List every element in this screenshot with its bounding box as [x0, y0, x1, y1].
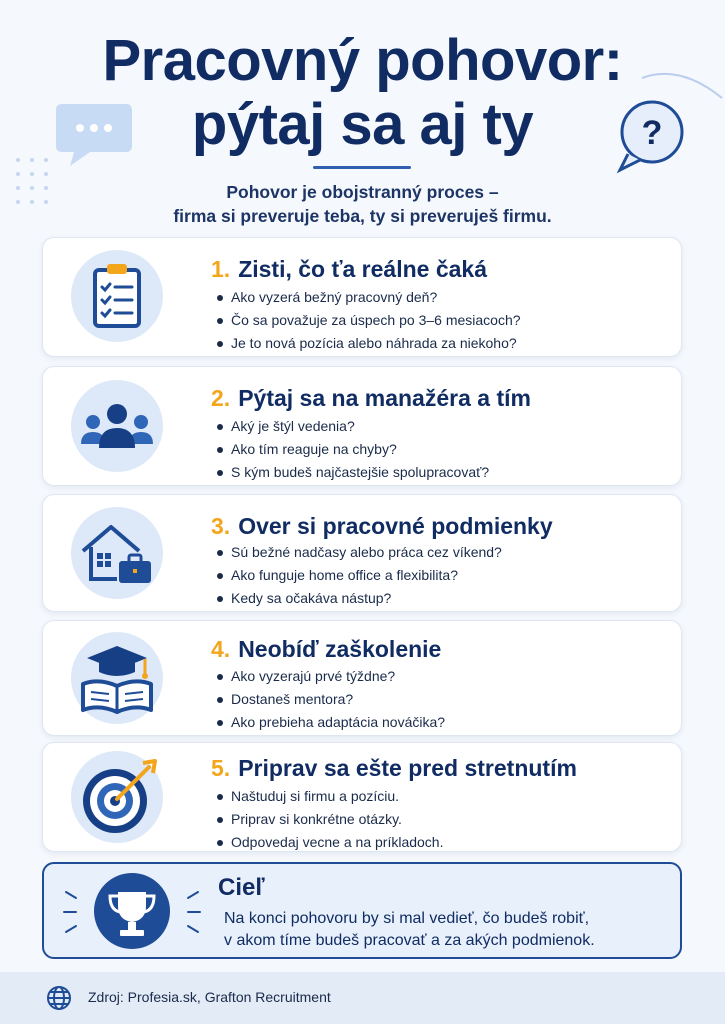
bullet-item: S kým budeš najčastejšie spolupracovať? [231, 461, 489, 484]
bullet-list [231, 286, 521, 355]
bullet-list [231, 541, 502, 610]
section-title: Pýtaj sa na manažéra a tím [238, 385, 531, 411]
graduation-book-icon [71, 632, 163, 724]
bullet-list [231, 415, 489, 484]
section-title: Neobíď zaškolenie [238, 636, 442, 662]
bullet-item: Kedy sa očakáva nástup? [231, 587, 502, 610]
section-heading [211, 636, 441, 663]
bullet-item: Čo sa považuje za úspech po 3–6 mesiacoch? [231, 309, 521, 332]
section-heading [211, 385, 531, 412]
team-people-icon [71, 380, 163, 472]
page-title-line2: pýtaj sa aj ty [191, 92, 534, 157]
bullet-item: Priprav si konkrétne otázky. [231, 808, 443, 831]
bullet-item: Ako vyzerajú prvé týždne? [231, 665, 445, 688]
goal-text-line2: v akom tíme budeš pracovať a za akých podmienok. [224, 932, 595, 949]
bullet-item: Odpovedaj vecne a na príkladoch. [231, 831, 443, 854]
bullet-item: Ako funguje home office a flexibilita? [231, 564, 502, 587]
trophy-icon [62, 870, 202, 950]
section-number: 2. [211, 385, 231, 411]
globe-icon [46, 985, 72, 1011]
bullet-list [231, 785, 443, 854]
svg-text:?: ? [641, 114, 663, 152]
section-heading [211, 513, 553, 540]
page-title-line1: Pracovný pohovor: [102, 28, 623, 93]
title-divider [313, 166, 411, 169]
bullet-item: Ako prebieha adaptácia nováčika? [231, 711, 445, 734]
bullet-item: Ako vyzerá bežný pracovný deň? [231, 286, 521, 309]
section-card-5 [42, 742, 682, 852]
bullet-list [231, 665, 445, 734]
section-card-1 [42, 237, 682, 357]
section-card-4 [42, 620, 682, 736]
goal-title: Cieľ [218, 874, 265, 901]
subtitle-line2: firma si preveruje teba, ty si preveruješ firmu. [173, 206, 552, 226]
target-arrow-icon [71, 751, 163, 843]
section-title: Over si pracovné podmienky [238, 513, 553, 539]
bullet-item: Sú bežné nadčasy alebo práca cez víkend? [231, 541, 502, 564]
bullet-item: Je to nová pozícia alebo náhrada za niekoho? [231, 332, 521, 355]
section-title: Zisti, čo ťa reálne čaká [238, 256, 487, 282]
section-card-3 [42, 494, 682, 612]
section-heading [211, 755, 577, 782]
footer [0, 972, 725, 1024]
house-briefcase-icon [71, 507, 163, 599]
goal-box [42, 862, 682, 959]
bullet-item: Naštuduj si firmu a pozíciu. [231, 785, 443, 808]
section-number: 5. [211, 755, 231, 781]
section-number: 4. [211, 636, 231, 662]
section-heading [211, 256, 487, 283]
section-title: Priprav sa ešte pred stretnutím [238, 755, 577, 781]
goal-text-line1: Na konci pohovoru by si mal vedieť, čo budeš robiť, [224, 910, 590, 927]
bullet-item: Ako tím reaguje na chyby? [231, 438, 489, 461]
section-number: 3. [211, 513, 231, 539]
section-card-2 [42, 366, 682, 486]
section-number: 1. [211, 256, 231, 282]
bullet-item: Aký je štýl vedenia? [231, 415, 489, 438]
source-text: Zdroj: Profesia.sk, Grafton Recruitment [88, 989, 331, 1005]
clipboard-checklist-icon [71, 250, 163, 342]
bullet-item: Dostaneš mentora? [231, 688, 445, 711]
subtitle-line1: Pohovor je obojstranný proces – [226, 182, 499, 202]
